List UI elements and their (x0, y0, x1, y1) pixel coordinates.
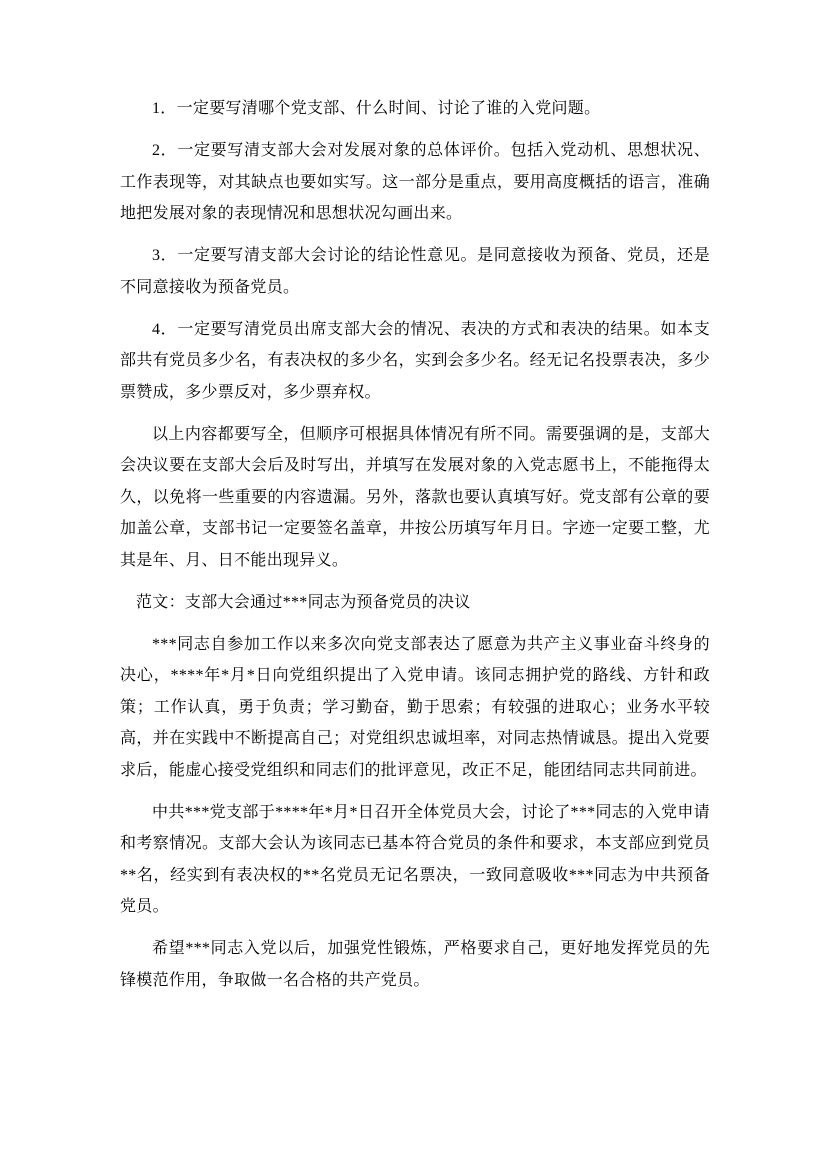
paragraph-sample-intro: ***同志自参加工作以来多次向党支部表达了愿意为共产主义事业奋斗终身的决心，****年*月*日向党组织提出了入党申请。该同志拥护党的路线、方针和政策；工作认真，勇于负责；学习勤奋，勤于思索；有较强的进取心；业务水平较高，并在实践中不断提高自己；对党组织忠诚坦率，对同志热情诚恳。提出入党要求后，能虚心接受党组织和同志们的批评意见，改正不足，能团结同志共同前进。 (120, 635, 710, 779)
paragraph-point-1: 1．一定要写清哪个党支部、什么时间、讨论了谁的入党问题。 (152, 100, 601, 117)
document-body (120, 93, 710, 996)
paragraph-point-4: 4．一定要写清党员出席支部大会的情况、表决的方式和表决的结果。如本支部共有党员多少名，有表决权的多少名，实到会多少名。经无记名投票表决，多少票赞成，多少票反对，多少票弃权。 (120, 320, 710, 401)
paragraph-point-2: 2．一定要写清支部大会对发展对象的总体评价。包括入党动机、思想状况、工作表现等，对其缺点也要如实写。这一部分是重点，要用高度概括的语言，准确地把发展对象的表现情况和思想状况勾画出来。 (120, 142, 710, 222)
sample-essay-heading: 范文：支部大会通过***同志为预备党员的决议 (136, 593, 471, 611)
paragraph-summary: 以上内容都要写全，但顺序可根据具体情况有所不同。需要强调的是，支部大会决议要在支部大会后及时写出，并填写在发展对象的入党志愿书上，不能拖得太久，以免将一些重要的内容遗漏。另外，落款也要认真填写好。党支部有公章的要加盖公章，支部书记一定要签名盖章，井按公历填写年月日。字迹一定要工整，尤其是年、月、日不能出现异义。 (120, 425, 710, 569)
paragraph-sample-resolution: 中共***党支部于****年*月*日召开全体党员大会，讨论了***同志的入党申请和考察情况。支部大会认为该同志已基本符合党员的条件和要求，本支部应到党员**名，经实到有表决权的**名党员无记名票决，一致同意吸收***同志为中共预备党员。 (120, 803, 710, 915)
paragraph-point-3: 3．一定要写清支部大会讨论的结论性意见。是同意接收为预备、党员，还是不同意接收为预备党员。 (120, 247, 710, 296)
paragraph-sample-hope: 希望***同志入党以后，加强党性锻炼，严格要求自己，更好地发挥党员的先锋模范作用，争取做一名合格的共产党员。 (120, 940, 710, 989)
